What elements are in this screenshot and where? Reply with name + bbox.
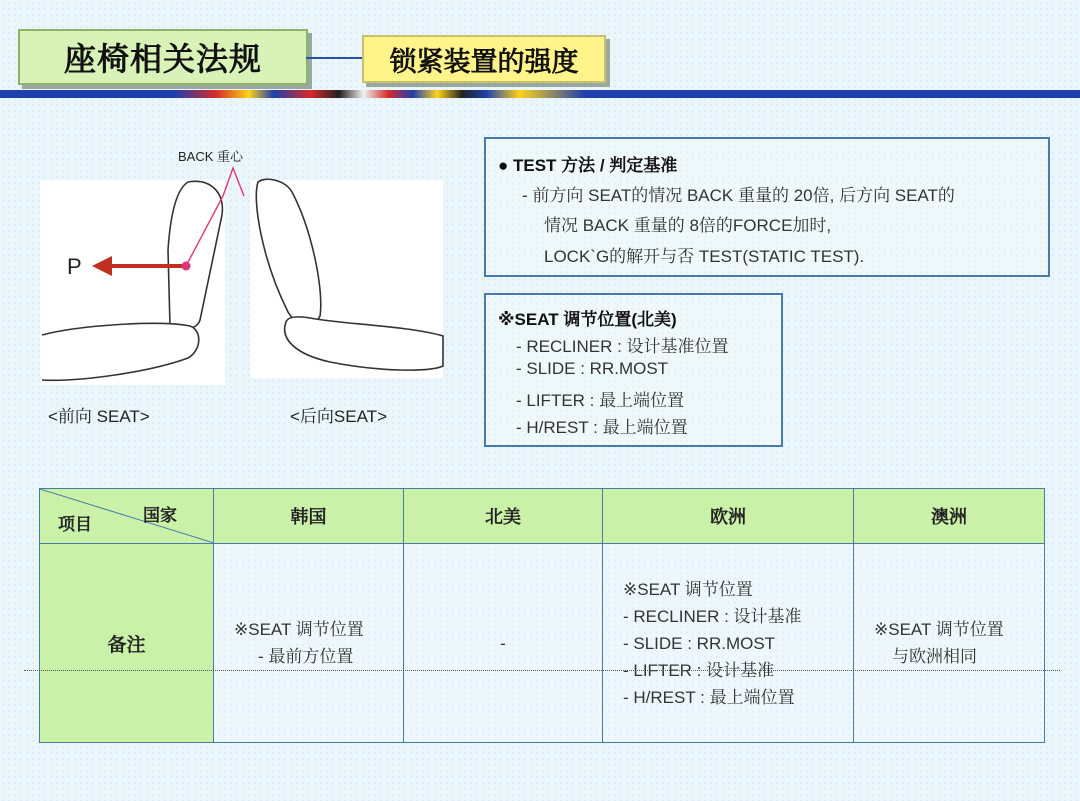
corner-country-label: 国家: [143, 506, 177, 525]
cell-text: ※SEAT 调节位置: [874, 620, 1004, 639]
test-method-box: [484, 137, 1050, 277]
cell-europe: [603, 544, 854, 743]
banner-artwork: [175, 90, 585, 98]
seat-adjustment-heading: ※SEAT 调节位置(北美): [498, 310, 677, 329]
column-header-north-america: 北美: [404, 489, 603, 544]
table-row: [40, 544, 1045, 743]
cell-text: ※SEAT 调节位置: [234, 620, 364, 639]
cell-korea: [214, 544, 404, 743]
cell-text: -: [500, 633, 506, 653]
rear-seat-back: [256, 179, 320, 324]
test-method-line: - 前方向 SEAT的情况 BACK 重量的 20倍, 后方向 SEAT的: [522, 186, 955, 205]
force-label: P: [67, 254, 82, 279]
seat-adjustment-item: - SLIDE : RR.MOST: [516, 359, 669, 378]
page-title: 座椅相关法规: [18, 29, 308, 85]
column-header-korea: 韩国: [214, 489, 404, 544]
cell-australia: [854, 544, 1045, 743]
page-subtitle: 锁紧装置的强度: [362, 35, 606, 83]
cell-text: - H/REST : 最上端位置: [623, 687, 795, 707]
cell-north-america: [404, 544, 603, 743]
corner-item-label: 项目: [58, 515, 92, 534]
test-method-line: 情况 BACK 重量的 8倍的FORCE加时,: [544, 216, 832, 235]
cell-text: ※SEAT 调节位置: [623, 579, 753, 599]
rear-seat-cushion: [285, 317, 443, 370]
cg-point: [182, 262, 191, 271]
seat-adjustment-item: - H/REST : 最上端位置: [516, 418, 688, 437]
cg-label: BACK 重心: [178, 149, 244, 164]
row-header-remarks: 备注: [40, 544, 214, 743]
seat-adjustment-box: [484, 293, 783, 447]
cell-text: - LIFTER : 设计基准: [623, 660, 775, 680]
front-seat-caption: <前向 SEAT>: [48, 407, 150, 426]
test-method-heading: ● TEST 方法 / 判定基准: [498, 156, 678, 175]
column-header-australia: 澳洲: [854, 489, 1045, 544]
title-connector-line: [306, 57, 362, 59]
seat-adjustment-item: - RECLINER : 设计基准位置: [516, 337, 729, 356]
table-corner-cell: [40, 489, 214, 544]
cell-text: - RECLINER : 设计基准: [623, 606, 802, 626]
seat-adjustment-item: - LIFTER : 最上端位置: [516, 391, 685, 410]
dotted-guide-line: [24, 670, 1060, 671]
cell-text: - 最前方位置: [258, 647, 354, 666]
front-seat-back: [168, 181, 222, 329]
force-arrow-head: [92, 256, 112, 276]
regulation-table: [39, 488, 1045, 743]
cell-text: - SLIDE : RR.MOST: [623, 633, 776, 653]
front-seat-cushion: [42, 323, 199, 380]
seat-diagram: [40, 140, 460, 390]
cell-text: 与欧洲相同: [892, 647, 977, 666]
column-header-europe: 欧洲: [603, 489, 854, 544]
test-method-line: LOCK`G的解开与否 TEST(STATIC TEST).: [544, 247, 865, 266]
rear-seat-caption: <后向SEAT>: [290, 407, 387, 426]
table-header-row: [40, 489, 1045, 544]
